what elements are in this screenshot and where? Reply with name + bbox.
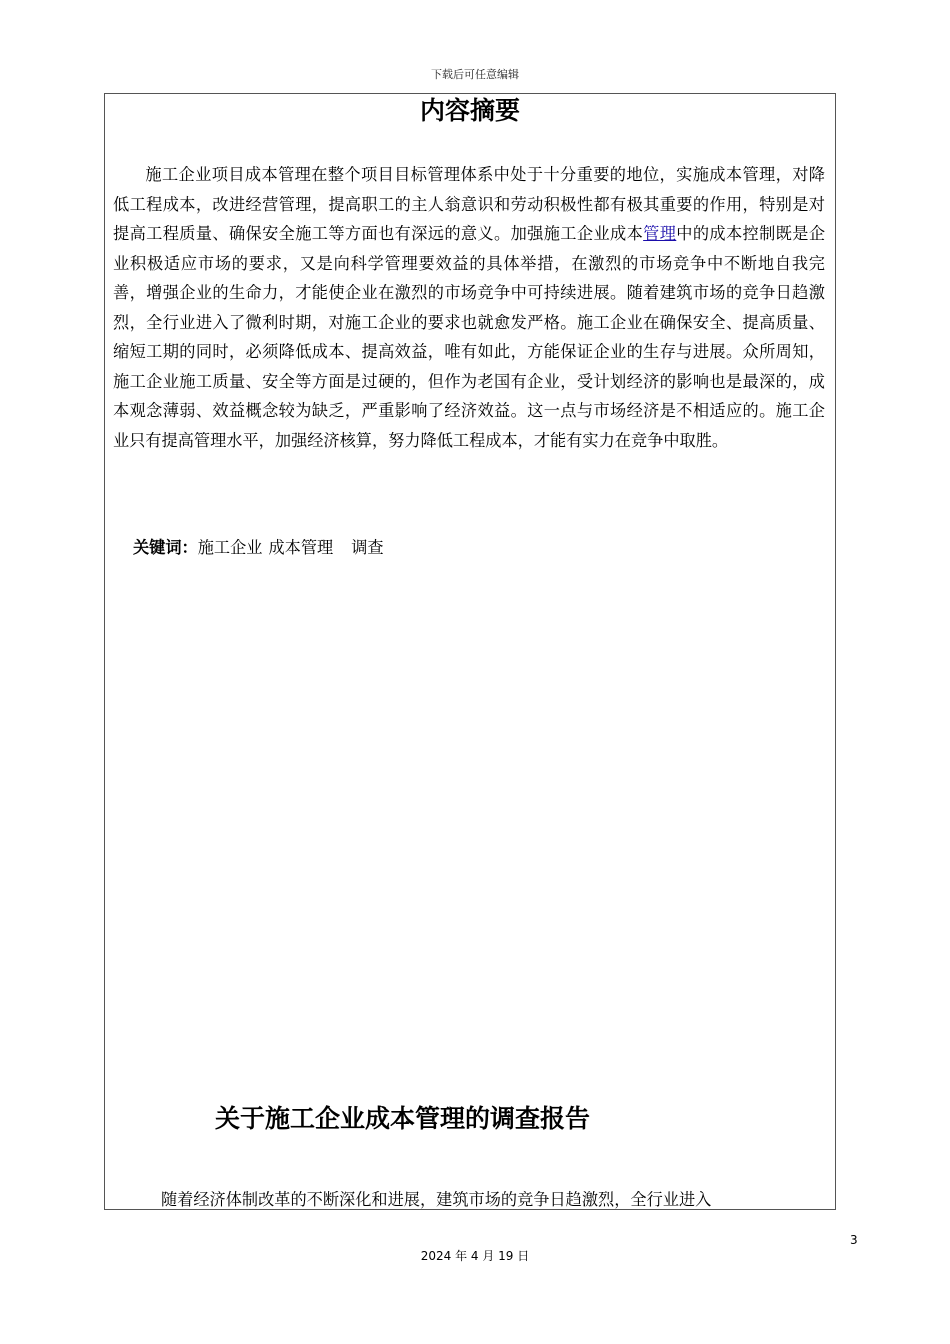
report-title: 关于施工企业成本管理的调查报告 (215, 1104, 591, 1133)
keyword-item: 施工企业 (197, 538, 263, 557)
keywords-label: 关键词： (133, 538, 198, 557)
header-note: 下载后可任意编辑 (431, 68, 519, 81)
page-number: 3 (850, 1233, 858, 1247)
report-body-first-line: 随着经济体制改革的不断深化和进展，建筑市场的竞争日趋激烈，全行业进入 (161, 1190, 712, 1209)
document-frame (104, 93, 836, 1210)
abstract-body-part2: 中的成本控制既是企业积极适应市场的要求，又是向科学管理要效益的具体举措，在激烈的市场竞争中不断地自我完善，增强企业的生命力，才能使企业在激烈的市场竞争中可持续进展。随着建筑市场的竞争日趋激烈，全行业进入了微利时期，对施工企业的要求也就愈发严格。施工企业在确保安全、提高质量、缩短工期的同时，必须降低成本、提高效益，唯有如此，方能保证企业的生存与进展。众所周知，施工企业施工质量、安全等方面是过硬的，但作为老国有企业，受计划经济的影响也是最深的，成本观念薄弱、效益概念较为缺乏，严重影响了经济效益。这一点与市场经济是不相适应的。施工企业只有提高管理水平，加强经济核算，努力降低工程成本，才能有实力在竞争中取胜。 (113, 224, 826, 450)
abstract-body (113, 160, 825, 455)
abstract-title: 内容摘要 (419, 96, 520, 125)
footer-date: 2024 年 4 月 19 日 (420, 1249, 530, 1263)
keyword-item: 成本管理 (268, 538, 334, 557)
abstract-body-part1: 施工企业项目成本管理在整个项目目标管理体系中处于十分重要的地位，实施成本管理，对降低工程成本，改进经营管理，提高职工的主人翁意识和劳动积极性都有极其重要的作用，特别是对提高工程质量、确保安全施工等方面也有深远的意义。加强施工企业成本 (113, 165, 825, 243)
management-link[interactable]: 管理 (643, 224, 677, 243)
keywords (133, 533, 390, 562)
keyword-item: 调查 (351, 538, 384, 557)
